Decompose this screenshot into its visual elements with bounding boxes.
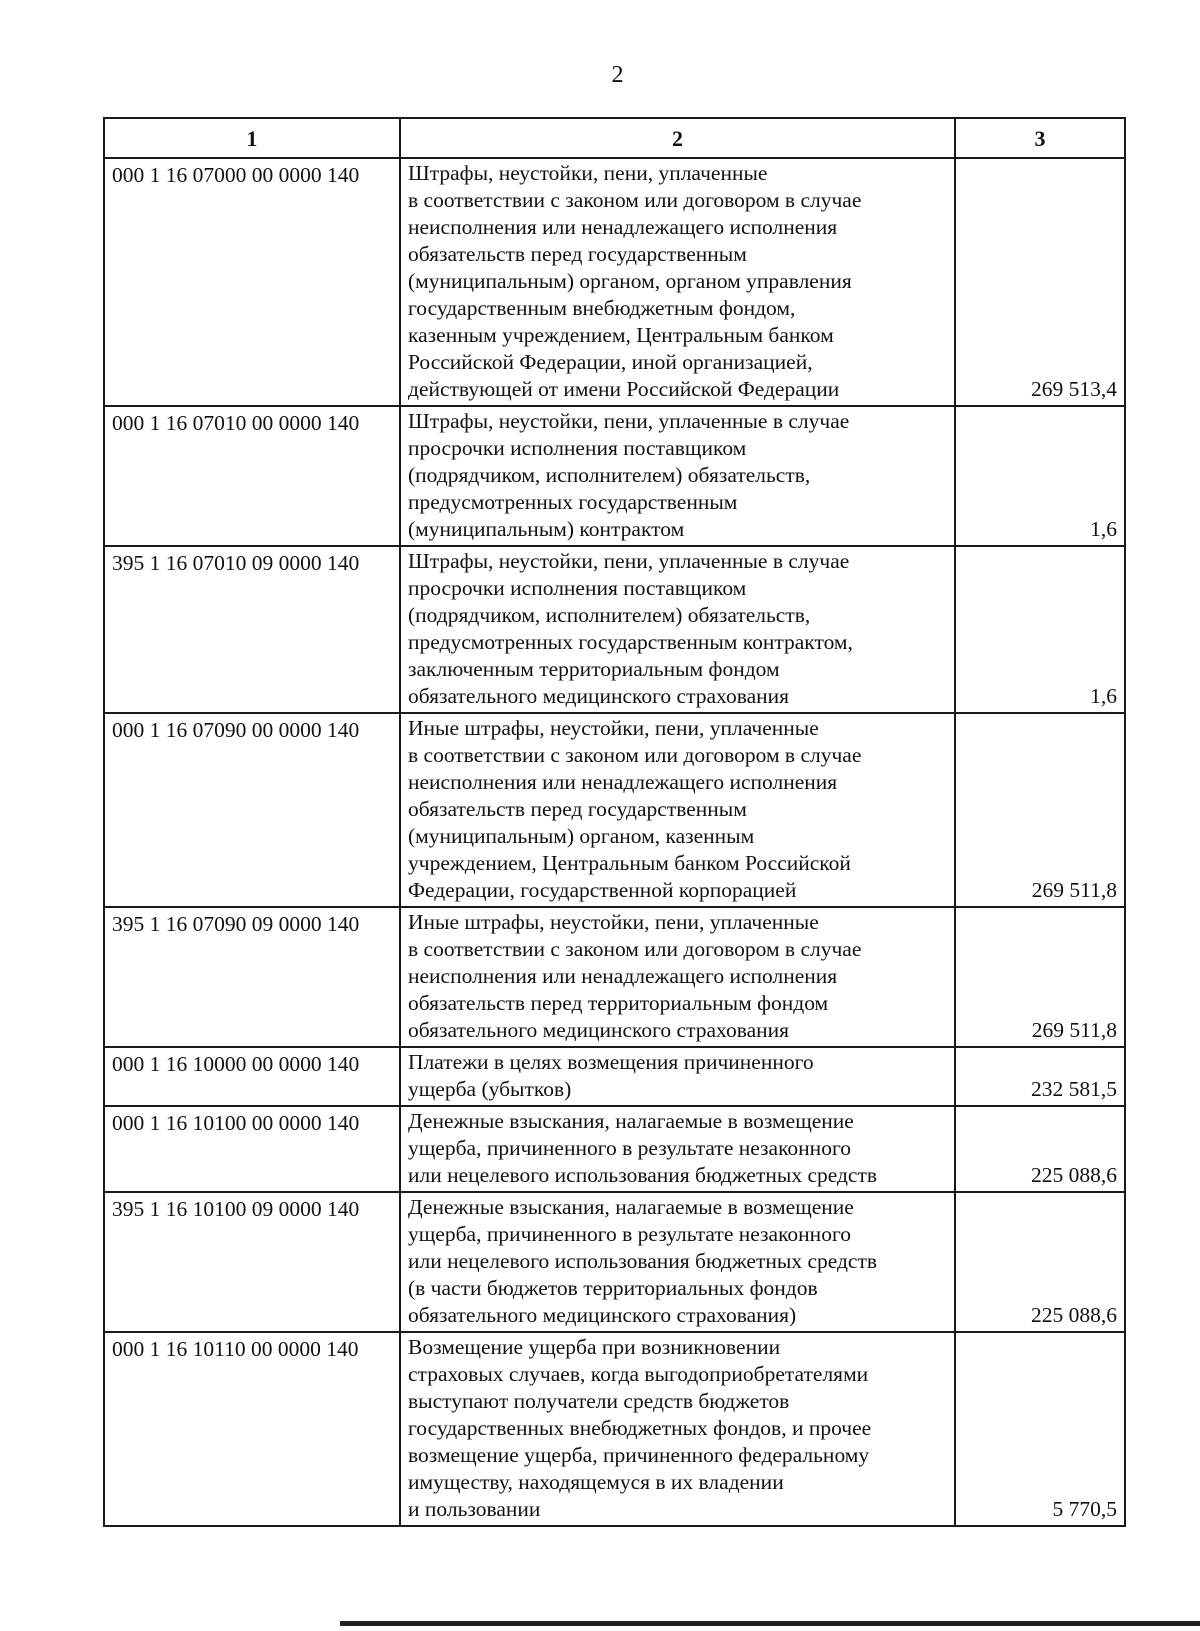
amount-cell: 1,6 [955, 546, 1125, 713]
table-row [104, 1192, 1125, 1332]
description-cell: Платежи в целях возмещения причиненного ущерба (убытков) [400, 1047, 955, 1106]
budget-code-cell: 000 1 16 07010 00 0000 140 [104, 406, 400, 546]
description-cell: Штрафы, неустойки, пени, уплаченные в случае просрочки исполнения поставщиком (подрядчиком, исполнителем) обязательств, предусмотренных государственным контрактом, заключенным территориальным фондом обязательного медицинского страхования [400, 546, 955, 713]
amount-cell: 232 581,5 [955, 1047, 1125, 1106]
budget-code-cell: 395 1 16 10100 09 0000 140 [104, 1192, 400, 1332]
budget-table [103, 117, 1126, 1527]
table-row [104, 546, 1125, 713]
page-number: 2 [611, 62, 624, 88]
description-cell: Иные штрафы, неустойки, пени, уплаченные в соответствии с законом или договором в случае неисполнения или ненадлежащего исполнения обязательств перед территориальным фондом обязательного медицинского страхования [400, 907, 955, 1047]
budget-code-cell: 000 1 16 10100 00 0000 140 [104, 1106, 400, 1192]
description-cell: Штрафы, неустойки, пени, уплаченные в случае просрочки исполнения поставщиком (подрядчиком, исполнителем) обязательств, предусмотренных государственным (муниципальным) контрактом [400, 406, 955, 546]
table-row [104, 1332, 1125, 1526]
column-header-amount: 3 [955, 118, 1125, 158]
budget-code-cell: 000 1 16 10000 00 0000 140 [104, 1047, 400, 1106]
column-header-code: 1 [104, 118, 400, 158]
description-cell: Денежные взыскания, налагаемые в возмещение ущерба, причиненного в результате незаконного или нецелевого использования бюджетных средств (в части бюджетов территориальных фондов обязательного медицинского страхования) [400, 1192, 955, 1332]
budget-code-cell: 000 1 16 07090 00 0000 140 [104, 713, 400, 907]
table-header-row [104, 118, 1125, 158]
table-row [104, 1047, 1125, 1106]
amount-cell: 269 513,4 [955, 158, 1125, 406]
amount-cell: 225 088,6 [955, 1192, 1125, 1332]
table-row [104, 713, 1125, 907]
description-cell: Денежные взыскания, налагаемые в возмещение ущерба, причиненного в результате незаконного или нецелевого использования бюджетных средств [400, 1106, 955, 1192]
amount-cell: 1,6 [955, 406, 1125, 546]
description-cell: Штрафы, неустойки, пени, уплаченные в соответствии с законом или договором в случае неисполнения или ненадлежащего исполнения обязательств перед государственным (муниципальным) органом, органом управления государственным внебюджетным фондом, казенным учреждением, Центральным банком Российской Федерации, иной организацией, действующей от имени Российской Федерации [400, 158, 955, 406]
description-cell: Возмещение ущерба при возникновении страховых случаев, когда выгодоприобретателями выступают получатели средств бюджетов государственных внебюджетных фондов, и прочее возмещение ущерба, причиненного федеральному имуществу, находящемуся в их владении и пользовании [400, 1332, 955, 1526]
column-header-description: 2 [400, 118, 955, 158]
amount-cell: 269 511,8 [955, 907, 1125, 1047]
table-row [104, 907, 1125, 1047]
budget-code-cell: 395 1 16 07010 09 0000 140 [104, 546, 400, 713]
table-row [104, 1106, 1125, 1192]
description-cell: Иные штрафы, неустойки, пени, уплаченные в соответствии с законом или договором в случае неисполнения или ненадлежащего исполнения обязательств перед государственным (муниципальным) органом, казенным учреждением, Центральным банком Российской Федерации, государственной корпорацией [400, 713, 955, 907]
amount-cell: 225 088,6 [955, 1106, 1125, 1192]
table-row [104, 158, 1125, 406]
budget-code-cell: 000 1 16 10110 00 0000 140 [104, 1332, 400, 1526]
budget-code-cell: 000 1 16 07000 00 0000 140 [104, 158, 400, 406]
budget-code-cell: 395 1 16 07090 09 0000 140 [104, 907, 400, 1047]
amount-cell: 5 770,5 [955, 1332, 1125, 1526]
page-bottom-rule [340, 1621, 1200, 1626]
amount-cell: 269 511,8 [955, 713, 1125, 907]
table-row [104, 406, 1125, 546]
